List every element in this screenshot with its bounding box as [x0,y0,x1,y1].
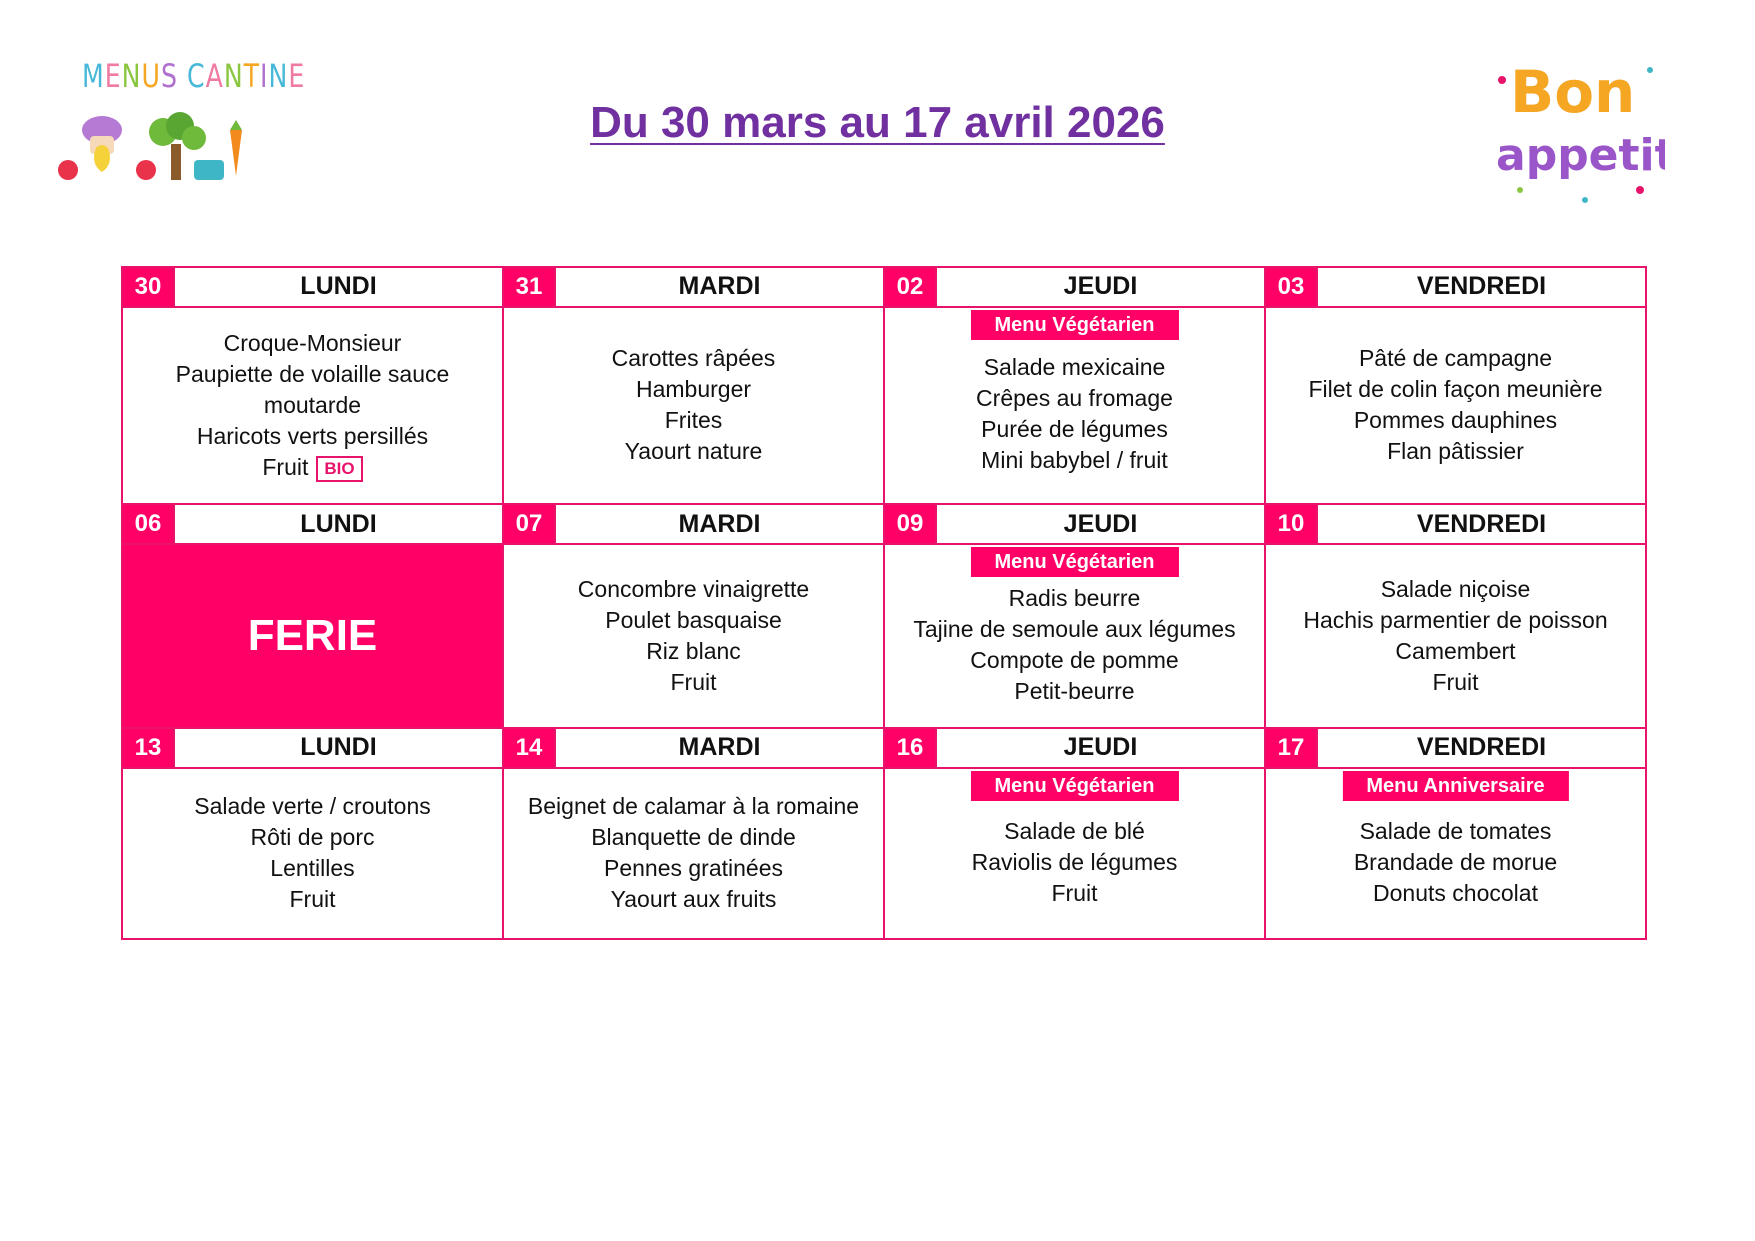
week-header-row [122,504,1646,544]
menu-tag: Menu Végétarien [970,771,1178,801]
day-name: MARDI [555,728,884,768]
menu-item [131,328,494,359]
week-header-row [122,267,1646,307]
logo-text: MENUS CANTINE [82,57,306,95]
day-name: VENDREDI [1317,267,1646,307]
week-menu-row [122,307,1646,505]
menu-item [1274,343,1637,374]
menu-item-text: Purée de légumes [981,416,1168,443]
day-number: 16 [884,728,936,768]
day-name: JEUDI [936,267,1265,307]
menu-item-text: Paupiette de volaille sauce [175,360,450,387]
menu-item-text: Concombre vinaigrette [577,575,810,602]
menu-item [512,374,875,405]
week-header-row [122,728,1646,768]
menu-tag: Menu Anniversaire [1342,771,1568,801]
menu-item [512,667,875,698]
day-name: LUNDI [174,728,503,768]
menu-item [512,605,875,636]
menu-item-text: Compote de pomme [970,646,1179,673]
day-number: 17 [1265,728,1317,768]
day-number: 07 [503,504,555,544]
day-menu-cell [884,768,1265,939]
menu-item [131,853,494,884]
day-name: MARDI [555,267,884,307]
menu-item-text: Rôti de porc [250,824,375,851]
menu-item [131,390,494,421]
menu-item-text: Riz blanc [646,637,741,664]
menu-item [512,791,875,822]
menu-item-text: Pennes gratinées [603,855,783,882]
menu-item-text: Camembert [1395,637,1516,664]
menu-tag: Menu Végétarien [970,310,1178,340]
day-name: JEUDI [936,504,1265,544]
menu-item-text: Frites [664,407,723,434]
menu-item [893,816,1256,847]
menu-item [893,352,1256,383]
menu-item-text: Salade verte / croutons [194,793,431,820]
menu-item-text: Salade de tomates [1359,817,1552,844]
menu-item [893,878,1256,909]
menu-item [512,636,875,667]
menu-tag: Menu Végétarien [970,547,1178,577]
menu-item [131,359,494,390]
day-menu-cell [503,768,884,939]
day-menu-cell [503,307,884,505]
menu-item-text: Petit-beurre [1014,677,1135,704]
menu-item-text: Yaourt nature [624,438,763,465]
day-number: 09 [884,504,936,544]
menu-item-text: Mini babybel / fruit [981,447,1168,474]
day-name: LUNDI [174,504,503,544]
menu-item-text: Hamburger [635,376,752,403]
menu-item [1274,605,1637,636]
menu-item-text: Poulet basquaise [605,606,782,633]
menu-item [1274,636,1637,667]
menu-item-text: Haricots verts persillés [196,422,429,449]
menu-item [1274,436,1637,467]
menu-item [893,445,1256,476]
menu-item-text: Flan pâtissier [1387,438,1524,465]
menu-item-text: Salade mexicaine [983,354,1166,381]
menu-item-text: Lentilles [270,855,355,882]
menu-item [131,452,494,483]
menu-item-text: Beignet de calamar à la romaine [527,793,860,820]
day-name: JEUDI [936,728,1265,768]
menu-item [512,343,875,374]
day-number: 31 [503,267,555,307]
page-title: Du 30 mars au 17 avril 2026 [590,98,1165,147]
menu-item [131,421,494,452]
day-menu-cell [1265,768,1646,939]
week-menu-row [122,768,1646,939]
day-name: MARDI [555,504,884,544]
menu-table [121,266,1647,940]
menu-item-text: Croque-Monsieur [223,329,402,356]
day-menu-cell [503,544,884,728]
day-menu-cell [884,307,1265,505]
menu-item [131,884,494,915]
day-name: VENDREDI [1317,728,1646,768]
menu-item [512,853,875,884]
menu-item [893,383,1256,414]
menu-item-text: Pommes dauphines [1353,407,1558,434]
menu-item [512,822,875,853]
bio-badge: BIO [316,456,362,482]
day-menu-cell [122,307,503,505]
day-number: 13 [122,728,174,768]
menu-item [1274,374,1637,405]
menu-item [893,645,1256,676]
day-number: 30 [122,267,174,307]
svg-text:Bon: Bon [1510,58,1636,126]
menu-item [893,614,1256,645]
menu-item-text: Raviolis de légumes [971,848,1178,875]
menu-item-text: moutarde [263,391,362,418]
menu-item-text: Carottes râpées [611,345,776,372]
day-menu-cell [1265,544,1646,728]
menu-item-text: Fruit [289,886,336,913]
day-number: 02 [884,267,936,307]
menu-item [1274,878,1637,909]
menu-item [893,676,1256,707]
menu-item-text: Salade de blé [1004,817,1145,844]
menu-item [512,574,875,605]
menu-item [893,847,1256,878]
menu-item-text: Salade niçoise [1380,575,1531,602]
menu-item [131,822,494,853]
menu-item-text: Pâté de campagne [1358,345,1553,372]
menu-item [893,583,1256,614]
menu-item-text: Fruit [1432,668,1479,695]
holiday-cell: FERIE [122,544,503,728]
menu-item-text: Brandade de morue [1353,848,1558,875]
menu-item-text: Blanquette de dinde [591,824,796,851]
svg-text:appetit: appetit [1496,130,1665,181]
menu-item-text: Fruit [262,453,309,480]
week-menu-row [122,544,1646,728]
day-menu-cell [1265,307,1646,505]
day-name: LUNDI [174,267,503,307]
day-number: 03 [1265,267,1317,307]
day-menu-cell [884,544,1265,728]
menu-item-text: Radis beurre [1008,584,1141,611]
menu-item-text: Hachis parmentier de poisson [1303,606,1608,633]
menu-item [131,791,494,822]
menu-item [1274,667,1637,698]
menu-item-text: Filet de colin façon meunière [1308,376,1603,403]
menu-item [512,884,875,915]
menu-item-text: Fruit [1051,879,1098,906]
menu-item [1274,574,1637,605]
menu-item [1274,847,1637,878]
menu-item [512,436,875,467]
day-number: 06 [122,504,174,544]
day-name: VENDREDI [1317,504,1646,544]
menu-item-text: Fruit [670,668,717,695]
menu-item-text: Donuts chocolat [1373,879,1538,906]
day-number: 10 [1265,504,1317,544]
day-number: 14 [503,728,555,768]
menu-item [1274,816,1637,847]
day-menu-cell [122,768,503,939]
menu-item-text: Crêpes au fromage [976,385,1173,412]
menu-item-text: Tajine de semoule aux légumes [913,615,1236,642]
menu-item [512,405,875,436]
menu-item [893,414,1256,445]
menu-item-text: Yaourt aux fruits [610,886,777,913]
menu-item [1274,405,1637,436]
